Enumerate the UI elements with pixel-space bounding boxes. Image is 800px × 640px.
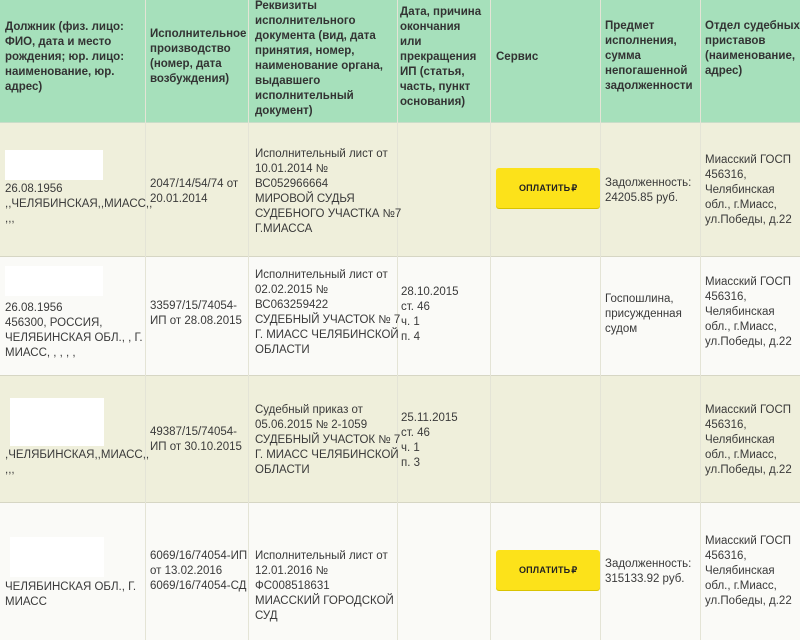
subject-cell: Госпошлина, присужденная судом [605, 293, 682, 335]
redacted-name [5, 266, 103, 296]
document-cell: Исполнительный лист от 10.01.2014 № ВС052966664 МИРОВОЙ СУДЬЯ СУДЕБНОГО УЧАСТКА №7 Г.МИАССА [255, 148, 402, 235]
column-divider [600, 0, 601, 640]
ruble-icon: ₽ [571, 564, 578, 575]
proceeding-cell: 49387/15/74054- ИП от 30.10.2015 [150, 426, 242, 453]
debtor-cell: 26.08.1956 456300, РОССИЯ, ЧЕЛЯБИНСКАЯ ОБЛ., , Г. МИАСС, , , , , [5, 302, 143, 359]
debtor-cell: 26.08.1956 ,,ЧЕЛЯБИНСКАЯ,,МИАСС,, ,,, [5, 183, 153, 225]
row-divider [0, 502, 800, 503]
header-proceeding: Исполнительное производство (номер, дата возбуждения) [150, 28, 247, 85]
document-cell: Исполнительный лист от 12.01.2016 № ФС008518631 МИАССКИЙ ГОРОДСКОЙ СУД [255, 550, 394, 622]
end-date-cell: 28.10.2015 ст. 46 ч. 1 п. 4 [401, 286, 459, 343]
header-department: Отдел судебных приставов (наименование, адрес) [705, 20, 800, 77]
column-divider [700, 0, 701, 640]
department-cell: Миасский ГОСП 456316, Челябинская обл., г.Миасс, ул.Победы, д.22 [705, 535, 792, 607]
document-cell: Исполнительный лист от 02.02.2015 № ВС063259422 СУДЕБНЫЙ УЧАСТОК № 7 Г. МИАСС ЧЕЛЯБИНСКОЙ ОБЛАСТИ [255, 269, 401, 356]
header-debtor: Должник (физ. лицо: ФИО, дата и место рождения; юр. лицо: наименование, юр. адрес) [5, 21, 125, 93]
column-divider [145, 0, 146, 640]
redacted-name [10, 398, 104, 446]
pay-button-label: ОПЛАТИТЬ [518, 565, 571, 575]
department-cell: Миасский ГОСП 456316, Челябинская обл., г.Миасс, ул.Победы, д.22 [705, 404, 792, 476]
department-cell: Миасский ГОСП 456316, Челябинская обл., г.Миасс, ул.Победы, д.22 [705, 154, 792, 226]
pay-button[interactable] [496, 168, 600, 208]
proceeding-cell: 6069/16/74054-ИП от 13.02.2016 6069/16/74054-СД [150, 550, 248, 592]
debtor-cell: ,ЧЕЛЯБИНСКАЯ,,МИАСС,, ,,, [5, 449, 150, 476]
redacted-name [5, 150, 103, 180]
proceeding-cell: 2047/14/54/74 от 20.01.2014 [150, 178, 239, 205]
header-end-date: Дата, причина окончания или прекращения ИП (статья, часть, пункт основания) [400, 6, 482, 108]
row-divider [0, 256, 800, 257]
pay-button[interactable] [496, 550, 600, 590]
header-service: Сервис [496, 51, 539, 63]
debtor-cell: ЧЕЛЯБИНСКАЯ ОБЛ., Г. МИАСС [5, 581, 137, 608]
department-cell: Миасский ГОСП 456316, Челябинская обл., г.Миасс, ул.Победы, д.22 [705, 276, 792, 348]
header-document: Реквизиты исполнительного документа (вид, дата принятия, номер, наименование органа, выдавшего исполнительный документ) [255, 0, 383, 117]
redacted-name [10, 537, 104, 577]
ruble-icon: ₽ [571, 182, 578, 193]
proceeding-cell: 33597/15/74054- ИП от 28.08.2015 [150, 300, 242, 327]
header-subject: Предмет исполнения, сумма непогашенной задолженности [605, 20, 693, 92]
subject-cell: Задолженность: 24205.85 руб. [605, 177, 692, 204]
end-date-cell: 25.11.2015 ст. 46 ч. 1 п. 3 [401, 412, 458, 469]
table-header [0, 0, 800, 123]
row-divider [0, 375, 800, 376]
subject-cell: Задолженность: 315133.92 руб. [605, 558, 692, 585]
column-divider [490, 0, 491, 640]
column-divider [248, 0, 249, 640]
pay-button-label: ОПЛАТИТЬ [518, 183, 571, 193]
document-cell: Судебный приказ от 05.06.2015 № 2-1059 СУДЕБНЫЙ УЧАСТОК № 7 Г. МИАСС ЧЕЛЯБИНСКОЙ ОБЛАСТИ [255, 404, 401, 476]
